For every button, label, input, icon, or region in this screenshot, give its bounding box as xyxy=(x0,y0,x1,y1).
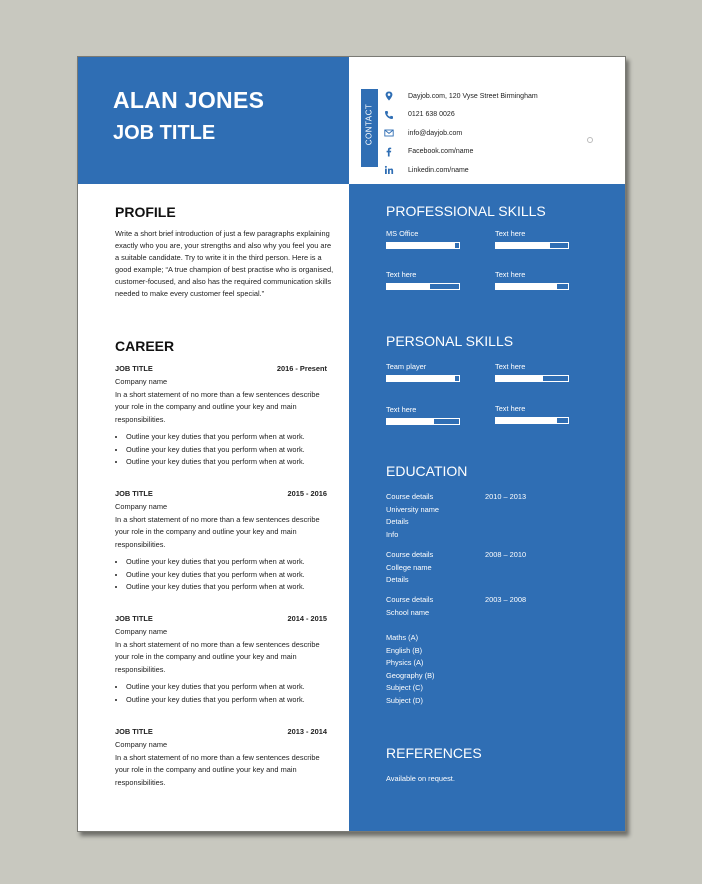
contact-phone-text: 0121 638 0026 xyxy=(408,111,455,119)
job-description: In a short statement of no more than a few sentences describe your role in the company and outline your key and main responsibilities. xyxy=(115,752,320,787)
job-dates: 2013 - 2014 xyxy=(287,727,327,736)
contact-facebook xyxy=(384,143,538,162)
envelope-icon xyxy=(384,128,394,138)
job-title: JOB TITLE xyxy=(115,364,153,373)
skill-item xyxy=(386,270,460,290)
skill-item xyxy=(386,229,460,249)
job-company: Company name xyxy=(115,627,168,636)
career-title: CAREER xyxy=(115,338,175,354)
contact-email xyxy=(384,124,538,143)
career-entry xyxy=(115,364,327,469)
skill-item xyxy=(386,405,460,425)
skill-bar xyxy=(495,375,569,382)
job-duties xyxy=(115,681,327,706)
skill-bar xyxy=(386,242,460,249)
education-line: Details xyxy=(386,575,409,584)
education-line: Details xyxy=(386,517,409,526)
facebook-icon xyxy=(384,147,394,157)
skill-label: Text here xyxy=(495,362,526,371)
skill-bar xyxy=(386,418,460,425)
course-years: 2003 – 2008 xyxy=(485,595,527,604)
job-duties xyxy=(115,431,327,469)
cv-sheet xyxy=(77,56,626,832)
professional-skills-title: PROFESSIONAL SKILLS xyxy=(386,203,546,219)
skill-item xyxy=(495,404,569,424)
skill-bar xyxy=(386,283,460,290)
education-line: Info xyxy=(386,529,399,539)
contact-address-text: Dayjob.com, 120 Vyse Street Birmingham xyxy=(408,92,538,100)
subject-item: Maths (A) xyxy=(386,633,419,642)
course-details: Course details xyxy=(386,492,434,501)
contact-linkedin xyxy=(384,161,538,180)
references-text: Available on request. xyxy=(386,774,455,783)
contact-linkedin-text: Linkedin.com/name xyxy=(408,166,469,174)
sidebar-panel xyxy=(349,184,625,831)
job-description: In a short statement of no more than a few sentences describe your role in the company and outline your key and main responsibilities. xyxy=(115,389,320,424)
contact-tab xyxy=(361,89,378,167)
job-title: JOB TITLE xyxy=(115,489,153,498)
duty-item: • Outline your key duties that you perform when at work. xyxy=(126,431,327,444)
job-description: In a short statement of no more than a few sentences describe your role in the company and outline your key and main responsibilities. xyxy=(115,639,320,674)
map-pin-icon xyxy=(384,91,394,101)
skill-bar-fill xyxy=(387,419,434,424)
duty-item: • Outline your key duties that you perform when at work. xyxy=(126,569,327,582)
duty-item: • Outline your key duties that you perform when at work. xyxy=(126,556,327,569)
job-description: In a short statement of no more than a few sentences describe your role in the company and outline your key and main responsibilities. xyxy=(115,514,320,549)
job-company: Company name xyxy=(115,377,168,386)
education-entry xyxy=(386,594,526,619)
contact-phone xyxy=(384,106,538,125)
job-dates: 2016 - Present xyxy=(276,364,327,373)
skill-bar xyxy=(386,375,460,382)
skill-label: Text here xyxy=(386,270,417,279)
skill-bar xyxy=(495,417,569,424)
contact-facebook-text: Facebook.com/name xyxy=(408,148,474,156)
references-title: REFERENCES xyxy=(386,745,482,761)
education-line: School name xyxy=(386,607,430,617)
skill-bar-fill xyxy=(387,243,455,248)
contact-email-text: info@dayjob.com xyxy=(408,129,463,137)
contact-label: CONTACT xyxy=(364,103,374,146)
skill-bar-fill xyxy=(387,376,455,381)
skill-bar xyxy=(495,283,569,290)
skill-label: Text here xyxy=(495,270,526,279)
education-entry xyxy=(386,549,526,587)
education-title: EDUCATION xyxy=(386,463,468,479)
skill-item xyxy=(495,270,569,290)
skill-bar-fill xyxy=(496,418,557,423)
job-title: JOB TITLE xyxy=(115,614,153,623)
job-company: Company name xyxy=(115,502,168,511)
job-title: JOB TITLE xyxy=(115,727,153,736)
career-entry xyxy=(115,489,327,594)
education-line: College name xyxy=(386,562,432,572)
subject-item: Geography (B) xyxy=(386,670,435,680)
candidate-name: ALAN JONES xyxy=(113,87,265,113)
subject-list xyxy=(386,632,434,707)
career-entry xyxy=(115,727,327,789)
personal-skills-title: PERSONAL SKILLS xyxy=(386,333,514,349)
course-years: 2010 – 2013 xyxy=(485,492,527,501)
skill-label: Text here xyxy=(386,405,417,414)
skill-bar-fill xyxy=(496,284,557,289)
skill-label: Team player xyxy=(386,362,427,371)
subject-item: English (B) xyxy=(386,645,423,655)
skill-item xyxy=(495,362,569,382)
contact-address xyxy=(384,87,538,106)
duty-item: • Outline your key duties that you perform when at work. xyxy=(126,444,327,457)
phone-icon xyxy=(384,110,394,120)
duty-item: • Outline your key duties that you perform when at work. xyxy=(126,681,327,694)
profile-text: Write a short brief introduction of just a few paragraphs explaining exactly who you are, your strengths and also why you feel you are a suitable candidate. Try to write it in the third person. Here is a good example; “A true champion of best practise who is organised, customer-focused, and also has the required communication skills needed to make every customer feel special.” xyxy=(115,229,334,298)
skill-label: MS Office xyxy=(386,229,419,238)
course-years: 2008 – 2010 xyxy=(485,550,527,559)
subject-item: Subject (D) xyxy=(386,695,423,705)
skill-bar xyxy=(495,242,569,249)
duty-item: • Outline your key duties that you perform when at work. xyxy=(126,456,327,469)
job-dates: 2015 - 2016 xyxy=(287,489,327,498)
job-dates: 2014 - 2015 xyxy=(287,614,327,623)
linkedin-icon xyxy=(384,165,394,175)
decorative-dot xyxy=(587,137,593,143)
header-banner xyxy=(78,57,349,184)
course-details: Course details xyxy=(386,550,434,559)
job-company: Company name xyxy=(115,740,168,749)
subject-item: Subject (C) xyxy=(386,683,423,692)
skill-item xyxy=(495,229,569,249)
skill-bar-fill xyxy=(496,376,543,381)
contact-list xyxy=(384,87,538,180)
candidate-job-title: JOB TITLE xyxy=(113,122,216,144)
subject-item: Physics (A) xyxy=(386,658,424,667)
education-entry xyxy=(386,491,526,541)
skill-label: Text here xyxy=(495,404,526,413)
skill-label: Text here xyxy=(495,229,526,238)
skill-bar-fill xyxy=(387,284,430,289)
profile-section xyxy=(115,204,335,300)
duty-item: • Outline your key duties that you perform when at work. xyxy=(126,581,327,594)
job-duties xyxy=(115,556,327,594)
skill-item xyxy=(386,362,460,382)
profile-title: PROFILE xyxy=(115,204,176,220)
course-details: Course details xyxy=(386,595,434,604)
duty-item: • Outline your key duties that you perform when at work. xyxy=(126,694,327,707)
skill-bar-fill xyxy=(496,243,550,248)
education-line: University name xyxy=(386,504,439,514)
career-entry xyxy=(115,614,327,706)
